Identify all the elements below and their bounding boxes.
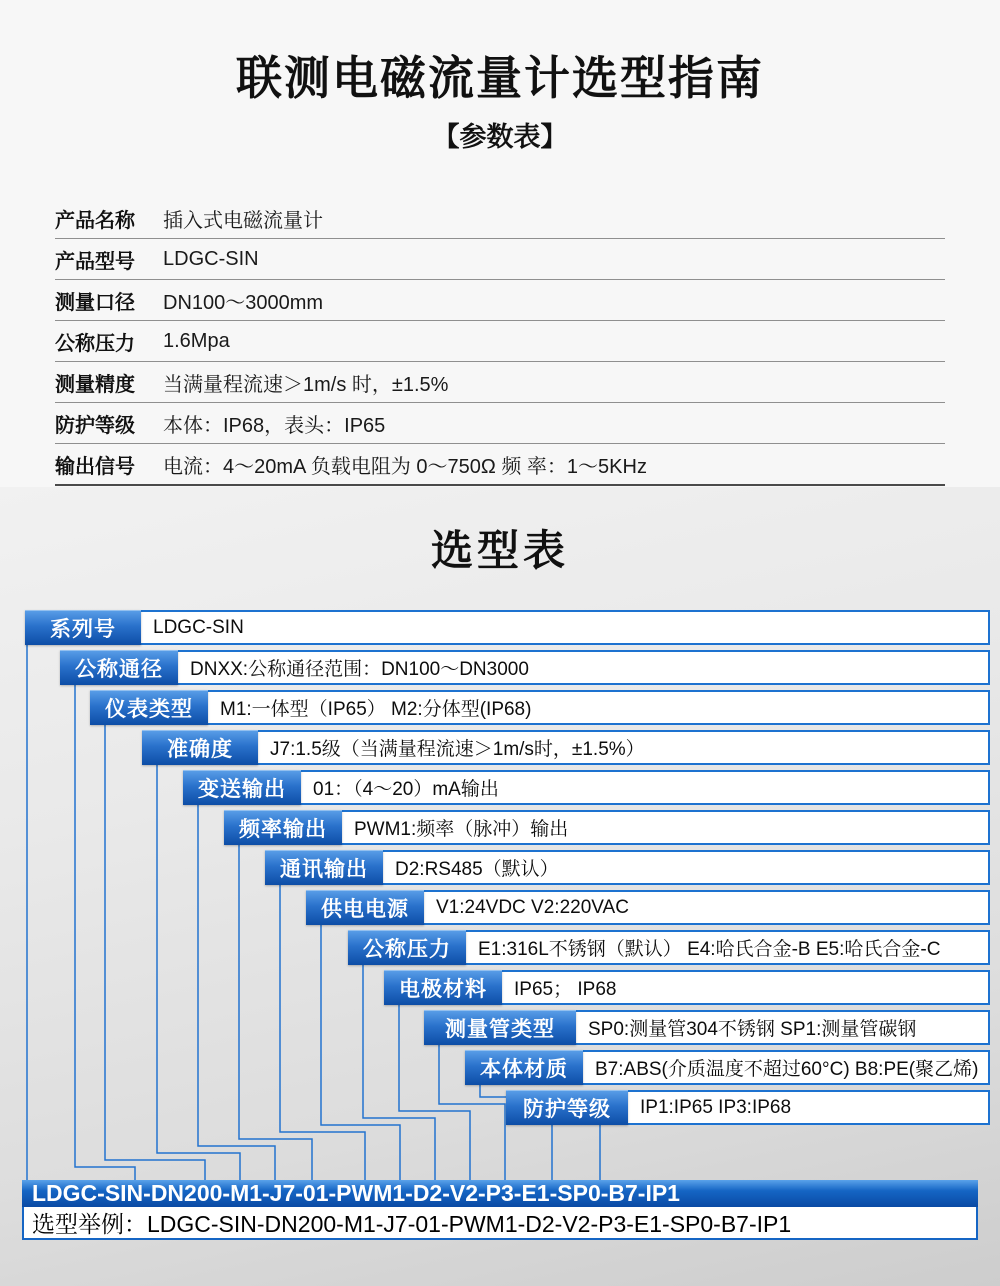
selection-table-title: 选型表 [430,527,569,574]
parameter-row [55,280,945,321]
parameter-label: 输出信号 [55,455,135,478]
selection-row-value: D2:RS485（默认） [381,850,990,885]
selection-row-label: 系列号 [25,610,141,645]
selection-example-bar: 选型举例：LDGC-SIN-DN200-M1-J7-01-PWM1-D2-V2-P3-E1-SP0-B7-IP1 [22,1207,978,1240]
selection-row-label: 通讯输出 [265,850,383,885]
selection-row-value: V1:24VDC V2:220VAC [422,890,990,925]
parameter-label: 产品名称 [55,209,135,232]
parameter-value: DN100～3000mm [163,291,324,314]
parameter-label: 测量口径 [55,291,135,314]
parameter-value: 1.6Mpa [163,329,230,352]
parameter-label: 测量精度 [55,373,135,396]
selection-row-label: 测量管类型 [424,1010,576,1045]
parameter-value: 本体：IP68，表头：IP65 [163,414,386,437]
selection-row-value: J7:1.5级（当满量程流速＞1m/s时，±1.5%） [256,730,990,765]
parameter-row [55,198,945,239]
selection-row-label: 本体材质 [465,1050,583,1085]
parameter-label: 公称压力 [55,332,135,355]
selection-row-label: 公称通径 [60,650,178,685]
selection-row-value: IP65； IP68 [500,970,990,1005]
parameter-table [55,198,945,486]
selection-row-label: 准确度 [142,730,258,765]
selection-row-label: 供电电源 [306,890,424,925]
parameter-value: 电流：4～20mA 负载电阻为 0～750Ω 频 率：1～5KHz [163,455,647,478]
selection-row-value: M1:一体型（IP65） M2:分体型(IP68) [206,690,990,725]
model-code-bar: LDGC-SIN-DN200-M1-J7-01-PWM1-D2-V2-P3-E1-SP0-B7-IP1 [22,1180,978,1207]
page-subtitle: 【参数表】 [432,122,568,152]
selection-row-value: IP1:IP65 IP3:IP68 [626,1090,990,1125]
selection-row-label: 频率输出 [224,810,342,845]
page-title: 联测电磁流量计选型指南 [236,52,764,104]
parameter-value: 插入式电磁流量计 [163,209,323,232]
parameter-row [55,321,945,362]
selection-row-label: 电极材料 [384,970,502,1005]
selection-row-value: SP0:测量管304不锈钢 SP1:测量管碳钢 [574,1010,990,1045]
selection-row-label: 变送输出 [183,770,301,805]
selection-row-label: 防护等级 [506,1090,628,1125]
selection-row-value: PWM1:频率（脉冲）输出 [340,810,990,845]
parameter-value: LDGC-SIN [163,247,259,270]
parameter-label: 防护等级 [55,414,135,437]
parameter-row [55,239,945,280]
selection-row-label: 仪表类型 [90,690,208,725]
selection-row-value: DNXX:公称通径范围：DN100～DN3000 [176,650,990,685]
selection-row-value: B7:ABS(介质温度不超过60°C) B8:PE(聚乙烯) [581,1050,990,1085]
parameter-label: 产品型号 [55,250,135,273]
selection-row-value: E1:316L不锈钢（默认） E4:哈氏合金-B E5:哈氏合金-C [464,930,990,965]
selection-section-background [0,487,1000,1286]
selection-row-value: 01：（4～20）mA输出 [299,770,990,805]
parameter-row [55,362,945,403]
parameter-row [55,403,945,444]
selection-row-label: 公称压力 [348,930,466,965]
selection-row-value: LDGC-SIN [139,610,990,645]
parameter-row [55,444,945,486]
parameter-value: 当满量程流速＞1m/s 时，±1.5% [163,373,449,396]
